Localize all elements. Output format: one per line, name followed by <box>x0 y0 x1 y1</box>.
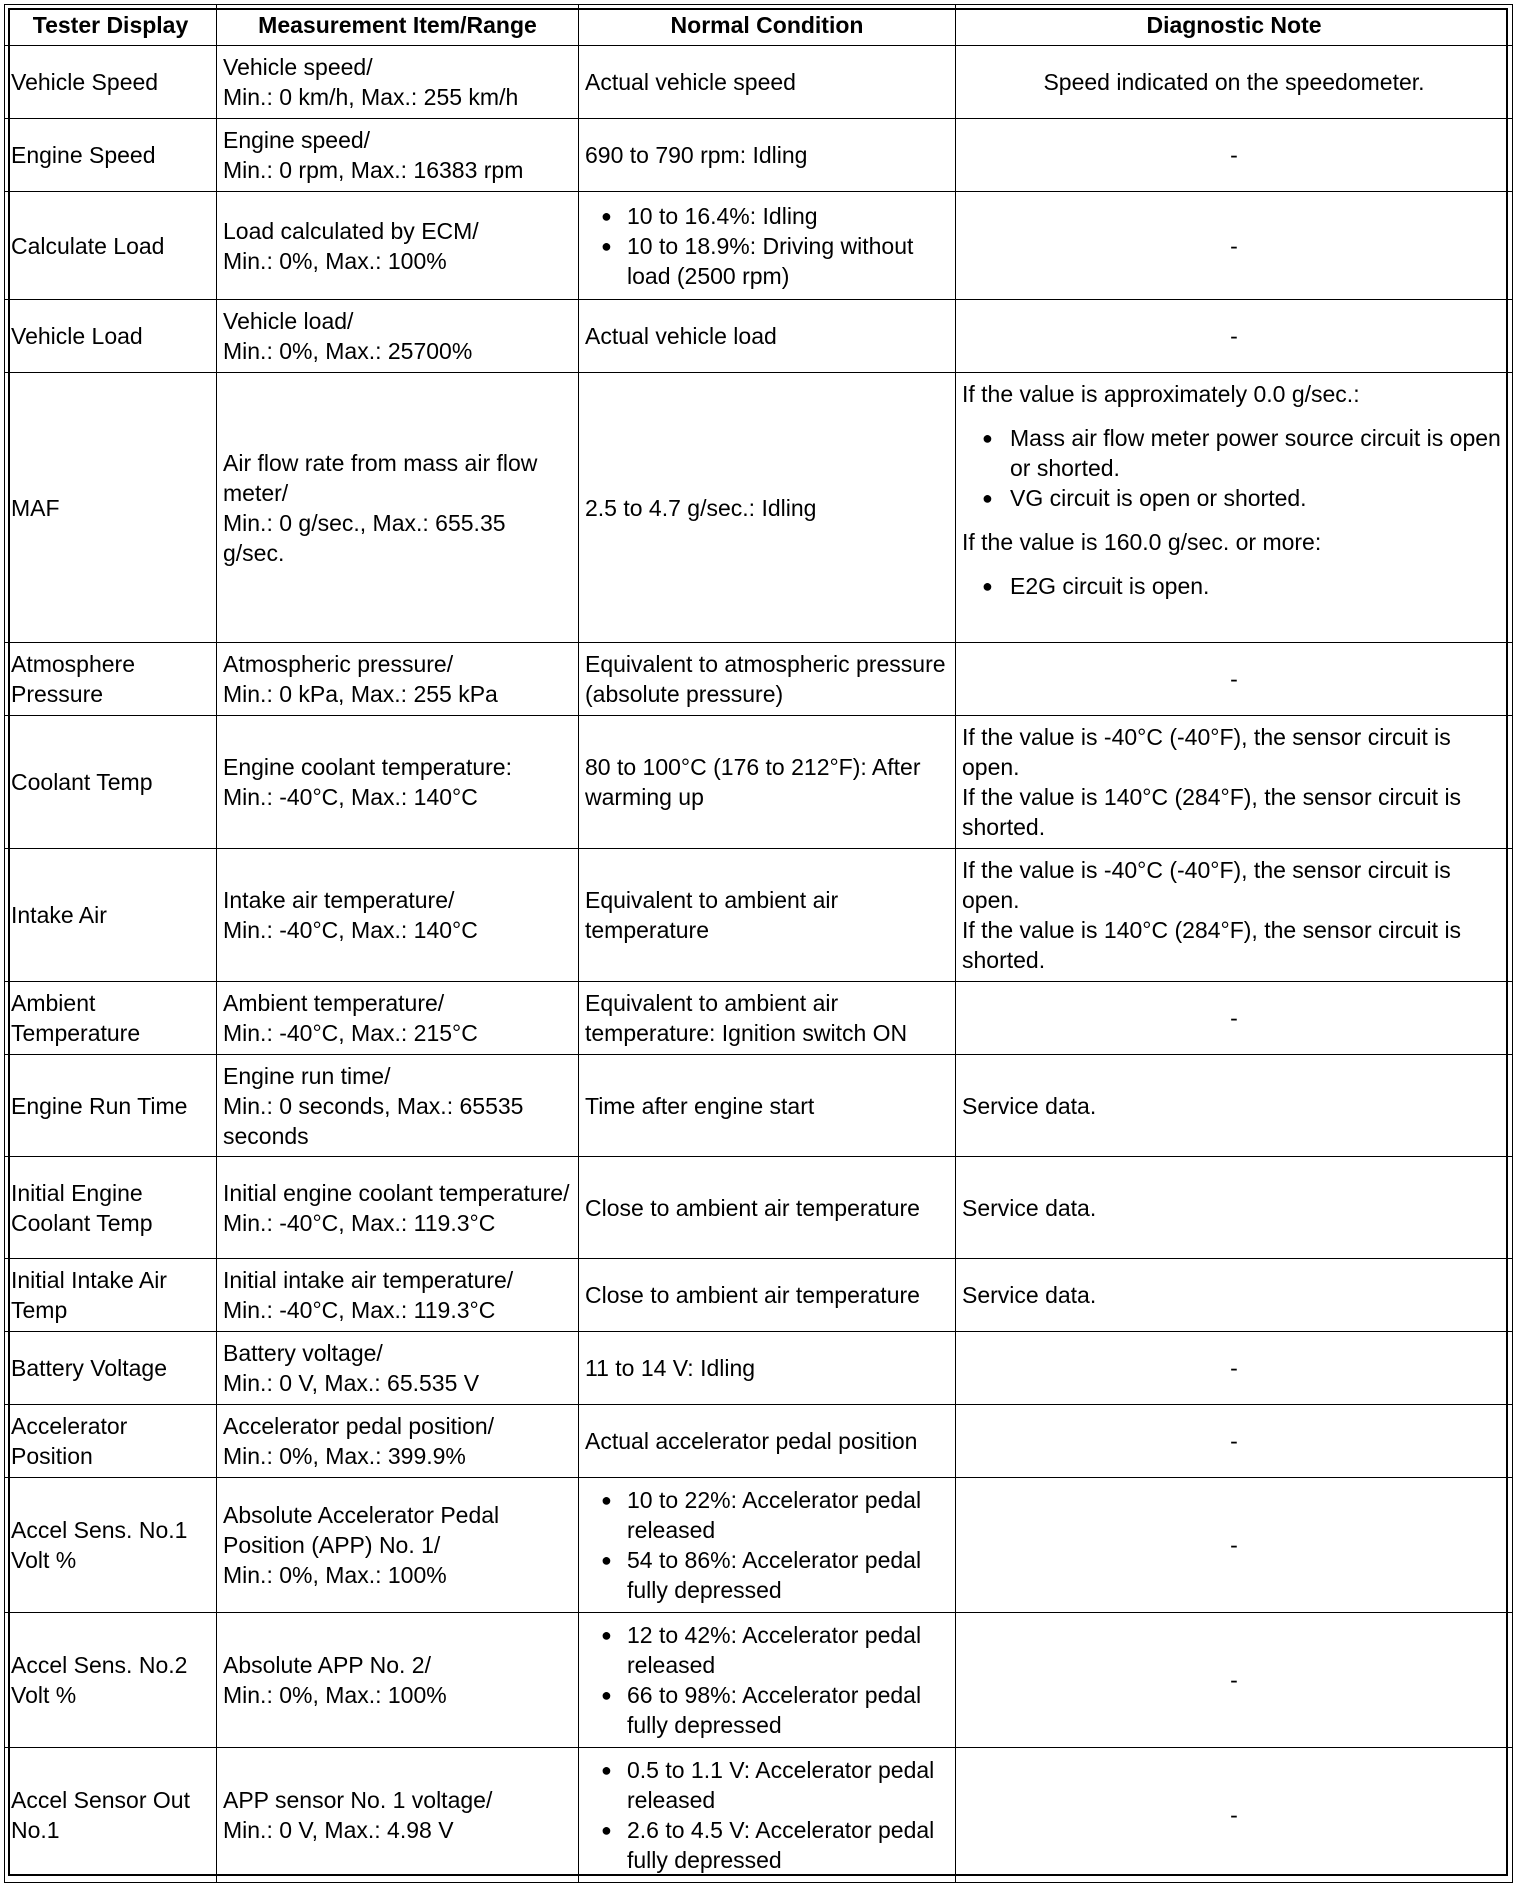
cell-diagnostic-note: - <box>956 300 1513 373</box>
measurement-line: Min.: 0%, Max.: 25700% <box>223 338 473 364</box>
measurement-line: Load calculated by ECM/ <box>223 217 479 244</box>
table-row <box>5 46 1513 119</box>
bullet-item: ● 12 to 42%: Accelerator pedal released <box>585 1620 949 1680</box>
cell-tester-display: Initial Intake Air Temp <box>5 1259 217 1332</box>
table-row <box>5 1478 1513 1613</box>
data-list-table <box>4 4 1513 1883</box>
cell-normal-condition: Equivalent to ambient air temperature <box>579 849 956 982</box>
header-diagnostic-note: Diagnostic Note <box>956 5 1513 46</box>
measurement-line: Min.: -40°C, Max.: 140°C <box>223 917 478 943</box>
note-line: If the value is -40°C (-40°F), the sensor circuit is open. <box>962 724 1451 780</box>
note-list <box>962 423 1506 513</box>
bullet-item: ● 54 to 86%: Accelerator pedal fully depressed <box>585 1545 949 1605</box>
cell-diagnostic-note: - <box>956 982 1513 1055</box>
header-normal-condition: Normal Condition <box>579 5 956 46</box>
cell-measurement <box>217 1748 579 1883</box>
cell-tester-display: Intake Air <box>5 849 217 982</box>
table-row <box>5 849 1513 982</box>
measurement-line: Min.: -40°C, Max.: 140°C <box>223 784 478 810</box>
measurement-line: Engine speed/ <box>223 127 371 153</box>
table-row <box>5 1613 1513 1748</box>
measurement-line: Min.: -40°C, Max.: 119.3°C <box>223 1209 496 1236</box>
bullet-item: ● Mass air flow meter power source circuit is open or shorted. <box>962 423 1506 483</box>
table-row <box>5 373 1513 643</box>
normal-condition-list <box>585 1485 949 1605</box>
cell-normal-condition: Actual accelerator pedal position <box>579 1405 956 1478</box>
measurement-line: Vehicle speed/ <box>223 54 373 80</box>
cell-tester-display: Accel Sens. No.2 Volt % <box>5 1613 217 1748</box>
cell-diagnostic-note: Service data. <box>956 1259 1513 1332</box>
measurement-line: Atmospheric pressure/ <box>223 651 454 677</box>
cell-tester-display: Atmosphere Pressure <box>5 643 217 716</box>
note-list <box>962 571 1506 601</box>
measurement-line: Intake air temperature/ <box>223 887 455 913</box>
measurement-line: Min.: 0 kPa, Max.: 255 kPa <box>223 681 498 707</box>
note-gap <box>962 409 1506 423</box>
measurement-line: Air flow rate from mass air flow meter/ <box>223 449 538 506</box>
cell-diagnostic-note <box>956 716 1513 849</box>
measurement-line: Initial engine coolant temperature/ <box>223 1179 570 1206</box>
cell-tester-display: Vehicle Load <box>5 300 217 373</box>
cell-normal-condition: Close to ambient air temperature <box>579 1157 956 1259</box>
cell-tester-display: Engine Speed <box>5 119 217 192</box>
note-gap <box>962 513 1506 527</box>
cell-measurement <box>217 849 579 982</box>
cell-measurement <box>217 1055 579 1157</box>
table-header-row <box>5 5 1513 46</box>
cell-normal-condition: Actual vehicle speed <box>579 46 956 119</box>
header-tester-display: Tester Display <box>5 5 217 46</box>
cell-normal-condition: 2.5 to 4.7 g/sec.: Idling <box>579 373 956 643</box>
cell-normal-condition: Time after engine start <box>579 1055 956 1157</box>
note-paragraph: If the value is approximately 0.0 g/sec.: <box>962 381 1360 407</box>
measurement-line: Min.: 0 V, Max.: 65.535 V <box>223 1370 480 1396</box>
measurement-line: Accelerator pedal position/ <box>223 1413 495 1439</box>
measurement-line: Ambient temperature/ <box>223 990 445 1016</box>
table-row <box>5 1259 1513 1332</box>
cell-diagnostic-note: - <box>956 1332 1513 1405</box>
bullet-item: ● 0.5 to 1.1 V: Accelerator pedal released <box>585 1755 949 1815</box>
cell-measurement <box>217 1332 579 1405</box>
cell-tester-display: Coolant Temp <box>5 716 217 849</box>
measurement-line: Min.: 0%, Max.: 100% <box>223 247 447 274</box>
table-row <box>5 300 1513 373</box>
bullet-item: ● 10 to 16.4%: Idling <box>585 201 949 231</box>
cell-tester-display: Accel Sens. No.1 Volt % <box>5 1478 217 1613</box>
cell-diagnostic-note: - <box>956 1478 1513 1613</box>
bullet-item: ● 10 to 22%: Accelerator pedal released <box>585 1485 949 1545</box>
note-gap <box>962 557 1506 571</box>
measurement-line: Min.: 0%, Max.: 100% <box>223 1682 447 1708</box>
cell-diagnostic-note <box>956 849 1513 982</box>
normal-condition-list <box>585 1620 949 1740</box>
cell-normal-condition: 690 to 790 rpm: Idling <box>579 119 956 192</box>
cell-diagnostic-note: - <box>956 1613 1513 1748</box>
table-row <box>5 1332 1513 1405</box>
cell-normal-condition <box>579 192 956 300</box>
cell-tester-display: Vehicle Speed <box>5 46 217 119</box>
table-row <box>5 119 1513 192</box>
measurement-line: Initial intake air temperature/ <box>223 1267 514 1293</box>
cell-normal-condition: Equivalent to atmospheric pressure (absolute pressure) <box>579 643 956 716</box>
measurement-line: Min.: 0 rpm, Max.: 16383 rpm <box>223 157 524 183</box>
table-row <box>5 1405 1513 1478</box>
cell-measurement <box>217 300 579 373</box>
cell-measurement <box>217 373 579 643</box>
cell-normal-condition: Actual vehicle load <box>579 300 956 373</box>
cell-diagnostic-note: - <box>956 643 1513 716</box>
note-line: If the value is 140°C (284°F), the sensor circuit is shorted. <box>962 917 1462 973</box>
cell-diagnostic-note: Service data. <box>956 1055 1513 1157</box>
cell-diagnostic-note: Speed indicated on the speedometer. <box>956 46 1513 119</box>
cell-measurement <box>217 982 579 1055</box>
cell-diagnostic-note: - <box>956 192 1513 300</box>
cell-diagnostic-note: - <box>956 1405 1513 1478</box>
cell-measurement <box>217 46 579 119</box>
measurement-line: Min.: 0 g/sec., Max.: 655.35 g/sec. <box>223 509 506 566</box>
table-row <box>5 982 1513 1055</box>
cell-normal-condition: Close to ambient air temperature <box>579 1259 956 1332</box>
cell-measurement <box>217 1259 579 1332</box>
measurement-line: Engine coolant temperature: <box>223 754 512 780</box>
measurement-line: Min.: 0 V, Max.: 4.98 V <box>223 1817 454 1843</box>
cell-measurement <box>217 192 579 300</box>
measurement-line: Min.: -40°C, Max.: 215°C <box>223 1020 478 1046</box>
note-line: If the value is 140°C (284°F), the sensor circuit is shorted. <box>962 784 1462 840</box>
cell-measurement <box>217 1405 579 1478</box>
cell-tester-display: Accelerator Position <box>5 1405 217 1478</box>
cell-measurement <box>217 1157 579 1259</box>
cell-diagnostic-note <box>956 373 1513 643</box>
cell-tester-display: Engine Run Time <box>5 1055 217 1157</box>
measurement-line: Battery voltage/ <box>223 1340 383 1366</box>
measurement-line: Min.: 0 km/h, Max.: 255 km/h <box>223 84 519 110</box>
cell-normal-condition: 11 to 14 V: Idling <box>579 1332 956 1405</box>
normal-condition-list <box>585 201 949 291</box>
bullet-item: ● VG circuit is open or shorted. <box>962 483 1506 513</box>
cell-tester-display: Initial Engine Coolant Temp <box>5 1157 217 1259</box>
measurement-line: Absolute Accelerator Pedal Position (APP) No. 1/ <box>223 1502 500 1558</box>
table-row <box>5 1055 1513 1157</box>
measurement-line: APP sensor No. 1 voltage/ <box>223 1787 493 1813</box>
note-line: If the value is -40°C (-40°F), the sensor circuit is open. <box>962 857 1451 913</box>
measurement-line: Min.: -40°C, Max.: 119.3°C <box>223 1297 496 1323</box>
table-row <box>5 192 1513 300</box>
measurement-line: Min.: 0 seconds, Max.: 65535 seconds <box>223 1092 524 1149</box>
cell-diagnostic-note: Service data. <box>956 1157 1513 1259</box>
cell-measurement <box>217 1613 579 1748</box>
cell-tester-display: Ambient Temperature <box>5 982 217 1055</box>
cell-normal-condition: 80 to 100°C (176 to 212°F): After warming up <box>579 716 956 849</box>
header-measurement: Measurement Item/Range <box>217 5 579 46</box>
cell-diagnostic-note: - <box>956 1748 1513 1883</box>
cell-measurement <box>217 643 579 716</box>
cell-normal-condition <box>579 1478 956 1613</box>
note-paragraph: If the value is 160.0 g/sec. or more: <box>962 529 1322 555</box>
bullet-item: ● 10 to 18.9%: Driving without load (2500 rpm) <box>585 231 949 291</box>
cell-normal-condition: Equivalent to ambient air temperature: Ignition switch ON <box>579 982 956 1055</box>
cell-measurement <box>217 716 579 849</box>
cell-measurement <box>217 1478 579 1613</box>
measurement-line: Min.: 0%, Max.: 399.9% <box>223 1443 466 1469</box>
table-row <box>5 643 1513 716</box>
measurement-line: Min.: 0%, Max.: 100% <box>223 1562 447 1588</box>
measurement-line: Engine run time/ <box>223 1062 391 1089</box>
cell-normal-condition <box>579 1613 956 1748</box>
measurement-line: Vehicle load/ <box>223 308 354 334</box>
bullet-item: ● E2G circuit is open. <box>962 571 1506 601</box>
cell-tester-display: Battery Voltage <box>5 1332 217 1405</box>
cell-diagnostic-note: - <box>956 119 1513 192</box>
cell-measurement <box>217 119 579 192</box>
bullet-item: ● 66 to 98%: Accelerator pedal fully depressed <box>585 1680 949 1740</box>
cell-tester-display: Accel Sensor Out No.1 <box>5 1748 217 1883</box>
table-row <box>5 716 1513 849</box>
bullet-item: ● 2.6 to 4.5 V: Accelerator pedal fully depressed <box>585 1815 949 1875</box>
table-row <box>5 1748 1513 1883</box>
cell-tester-display: Calculate Load <box>5 192 217 300</box>
cell-tester-display: MAF <box>5 373 217 643</box>
cell-normal-condition <box>579 1748 956 1883</box>
table-row <box>5 1157 1513 1259</box>
measurement-line: Absolute APP No. 2/ <box>223 1652 431 1678</box>
normal-condition-list <box>585 1755 949 1875</box>
